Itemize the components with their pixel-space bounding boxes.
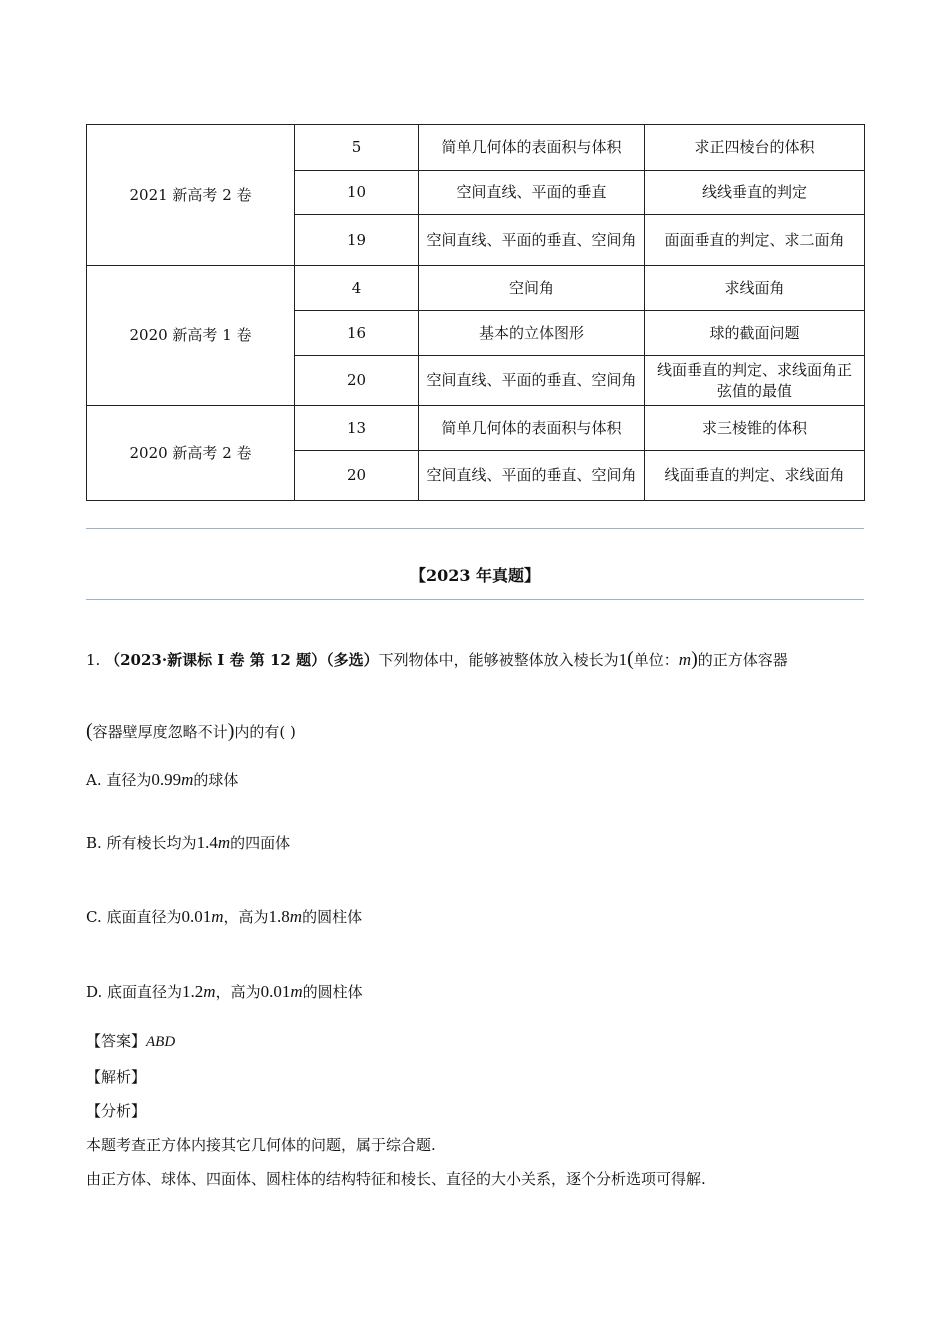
topic-cell: 简单几何体的表面积与体积: [419, 406, 645, 451]
analysis-line-1: 本题考查正方体内接其它几何体的问题，属于综合题.: [86, 1136, 436, 1154]
option-c-value: 0.01: [181, 907, 212, 926]
question-number-cell: 5: [295, 125, 419, 171]
question-type: （多选）: [326, 651, 379, 669]
option-c: [86, 906, 362, 927]
option-b-value: 1.4: [196, 833, 218, 852]
option-b-unit: m: [217, 833, 231, 852]
question-number-cell: 20: [295, 451, 419, 501]
option-d: [86, 981, 363, 1002]
topic-cell: 简单几何体的表面积与体积: [419, 125, 645, 171]
question-stem-a: 下列物体中，能够被整体放入棱长为: [378, 651, 619, 669]
question-source: （2023·新课标 I 卷 第 12 题）: [105, 651, 327, 669]
option-a-suffix: 的球体: [193, 771, 239, 789]
option-d-suffix: 的圆柱体: [302, 983, 363, 1001]
question-note: 容器壁厚度忽略不计: [92, 723, 228, 741]
edge-length-value: 1: [618, 650, 628, 669]
section-divider-top: [86, 528, 864, 529]
fenxi-label: 【分析】: [86, 1102, 147, 1120]
detail-cell: 求正四棱台的体积: [645, 125, 865, 171]
option-a: [86, 769, 238, 790]
option-a-value: 0.99: [151, 770, 182, 789]
detail-cell: 球的截面问题: [645, 311, 865, 356]
question-number-cell: 10: [295, 171, 419, 215]
option-d-value: 1.2: [182, 982, 204, 1001]
answer-value: ABD: [146, 1034, 176, 1050]
option-a-label: A. 直径为: [86, 771, 152, 789]
question-stem-line-1: 1. （2023·新课标 I 卷 第 12 题）（多选）下列物体中，能够被整体放入棱长为1(单位：m)的正方体容器: [86, 648, 788, 670]
exam-name-cell: 2020 新高考 1 卷: [87, 266, 295, 406]
question-number-cell: 19: [295, 215, 419, 266]
option-d-value-2: 0.01: [260, 982, 291, 1001]
analysis-label: 【解析】: [86, 1068, 147, 1086]
option-c-unit-2: m: [289, 907, 303, 926]
answer-line: [86, 1030, 175, 1051]
option-b-suffix: 的四面体: [230, 834, 291, 852]
unit-prefix: 单位：: [633, 651, 679, 669]
topic-cell: 空间直线、平面的垂直: [419, 171, 645, 215]
question-stem-b: 的正方体容器: [697, 651, 788, 669]
answer-label: 【答案】: [86, 1032, 147, 1050]
question-number-cell: 20: [295, 356, 419, 406]
detail-cell: 面面垂直的判定、求二面角: [645, 215, 865, 266]
topic-cell: 空间直线、平面的垂直、空间角: [419, 356, 645, 406]
option-b: [86, 832, 290, 853]
option-b-label: B. 所有棱长均为: [86, 834, 197, 852]
question-stem-c: 内的有( ): [234, 723, 296, 741]
topic-cell: 基本的立体图形: [419, 311, 645, 356]
option-c-value-2: 1.8: [268, 907, 290, 926]
exam-name-cell: 2020 新高考 2 卷: [87, 406, 295, 501]
question-number-cell: 13: [295, 406, 419, 451]
option-c-mid: ，高为: [223, 908, 269, 926]
table-row: [87, 125, 865, 171]
option-c-unit: m: [211, 907, 224, 926]
detail-cell: 线线垂直的判定: [645, 171, 865, 215]
topic-cell: 空间直线、平面的垂直、空间角: [419, 215, 645, 266]
option-d-mid: ，高为: [215, 983, 261, 1001]
question-number-cell: 4: [295, 266, 419, 311]
detail-cell: 求三棱锥的体积: [645, 406, 865, 451]
analysis-line-2: 由正方体、球体、四面体、圆柱体的结构特征和棱长、直径的大小关系，逐个分析选项可得解.: [86, 1170, 706, 1188]
detail-cell: 线面垂直的判定、求线面角: [645, 451, 865, 501]
option-c-label: C. 底面直径为: [86, 908, 182, 926]
option-c-suffix: 的圆柱体: [302, 908, 363, 926]
topic-cell: 空间角: [419, 266, 645, 311]
detail-cell: 线面垂直的判定、求线面角正弦值的最值: [645, 356, 865, 406]
table-row: [87, 406, 865, 451]
option-d-unit: m: [203, 982, 216, 1001]
option-a-unit: m: [181, 770, 194, 789]
exam-topic-table: [86, 124, 865, 501]
question-number-cell: 16: [295, 311, 419, 356]
option-d-unit-2: m: [290, 982, 303, 1001]
question-stem-line-2: (容器壁厚度忽略不计)内的有( ): [86, 720, 296, 742]
table-row: [87, 266, 865, 311]
exam-name-cell: 2021 新高考 2 卷: [87, 125, 295, 266]
detail-cell: 求线面角: [645, 266, 865, 311]
question-number: 1.: [86, 651, 101, 669]
unit-symbol: m: [678, 650, 692, 669]
section-divider-bottom: [86, 599, 864, 600]
section-title: 【2023 年真题】: [409, 566, 541, 585]
option-d-label: D. 底面直径为: [86, 983, 183, 1001]
topic-cell: 空间直线、平面的垂直、空间角: [419, 451, 645, 501]
